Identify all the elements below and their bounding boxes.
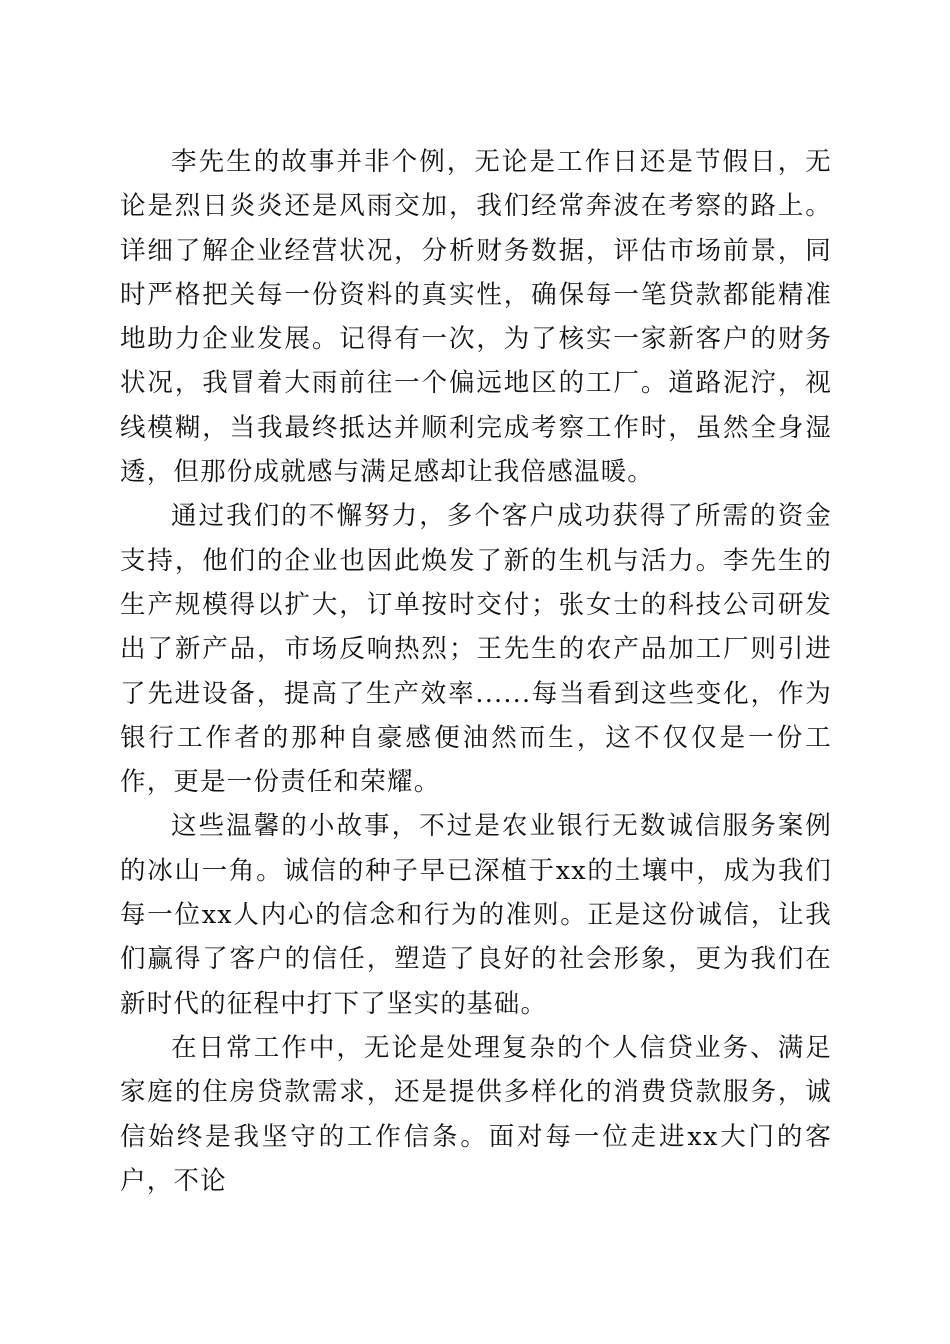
paragraph-daily-work: 在日常工作中，无论是处理复杂的个人信贷业务、满足家庭的住房贷款需求，还是提供多样化的消费贷款服务，诚信始终是我坚守的工作信条。面对每一位走进xx大门的客户，不论 xyxy=(120,1032,832,1196)
document-page xyxy=(120,140,832,1203)
paragraph-story-example: 李先生的故事并非个例，无论是工作日还是节假日，无论是烈日炎炎还是风雨交加，我们经常奔波在考察的路上。详细了解企业经营状况，分析财务数据，评估市场前景，同时严格把关每一份资料的真实性，确保每一笔贷款都能精准地助力企业发展。记得有一次，为了核实一家新客户的财务状况，我冒着大雨前往一个偏远地区的工厂。道路泥泞，视线模糊，当我最终抵达并顺利完成考察工作时，虽然全身湿透，但那份成就感与满足感却让我倍感温暖。 xyxy=(120,147,832,488)
paragraph-integrity-stories: 这些温馨的小故事，不过是农业银行无数诚信服务案例的冰山一角。诚信的种子早已深植于xx的土壤中，成为我们每一位xx人内心的信念和行为的准则。正是这份诚信，让我们赢得了客户的信任，塑造了良好的社会形象，更为我们在新时代的征程中打下了坚实的基础。 xyxy=(120,811,832,1019)
paragraph-client-success: 通过我们的不懈努力，多个客户成功获得了所需的资金支持，他们的企业也因此焕发了新的生机与活力。李先生的生产规模得以扩大，订单按时交付；张女士的科技公司研发出了新产品，市场反响热烈；王先生的农产品加工厂则引进了先进设备，提高了生产效率......每当看到这些变化，作为银行工作者的那种自豪感便油然而生，这不仅仅是一份工作，更是一份责任和荣耀。 xyxy=(120,501,832,798)
